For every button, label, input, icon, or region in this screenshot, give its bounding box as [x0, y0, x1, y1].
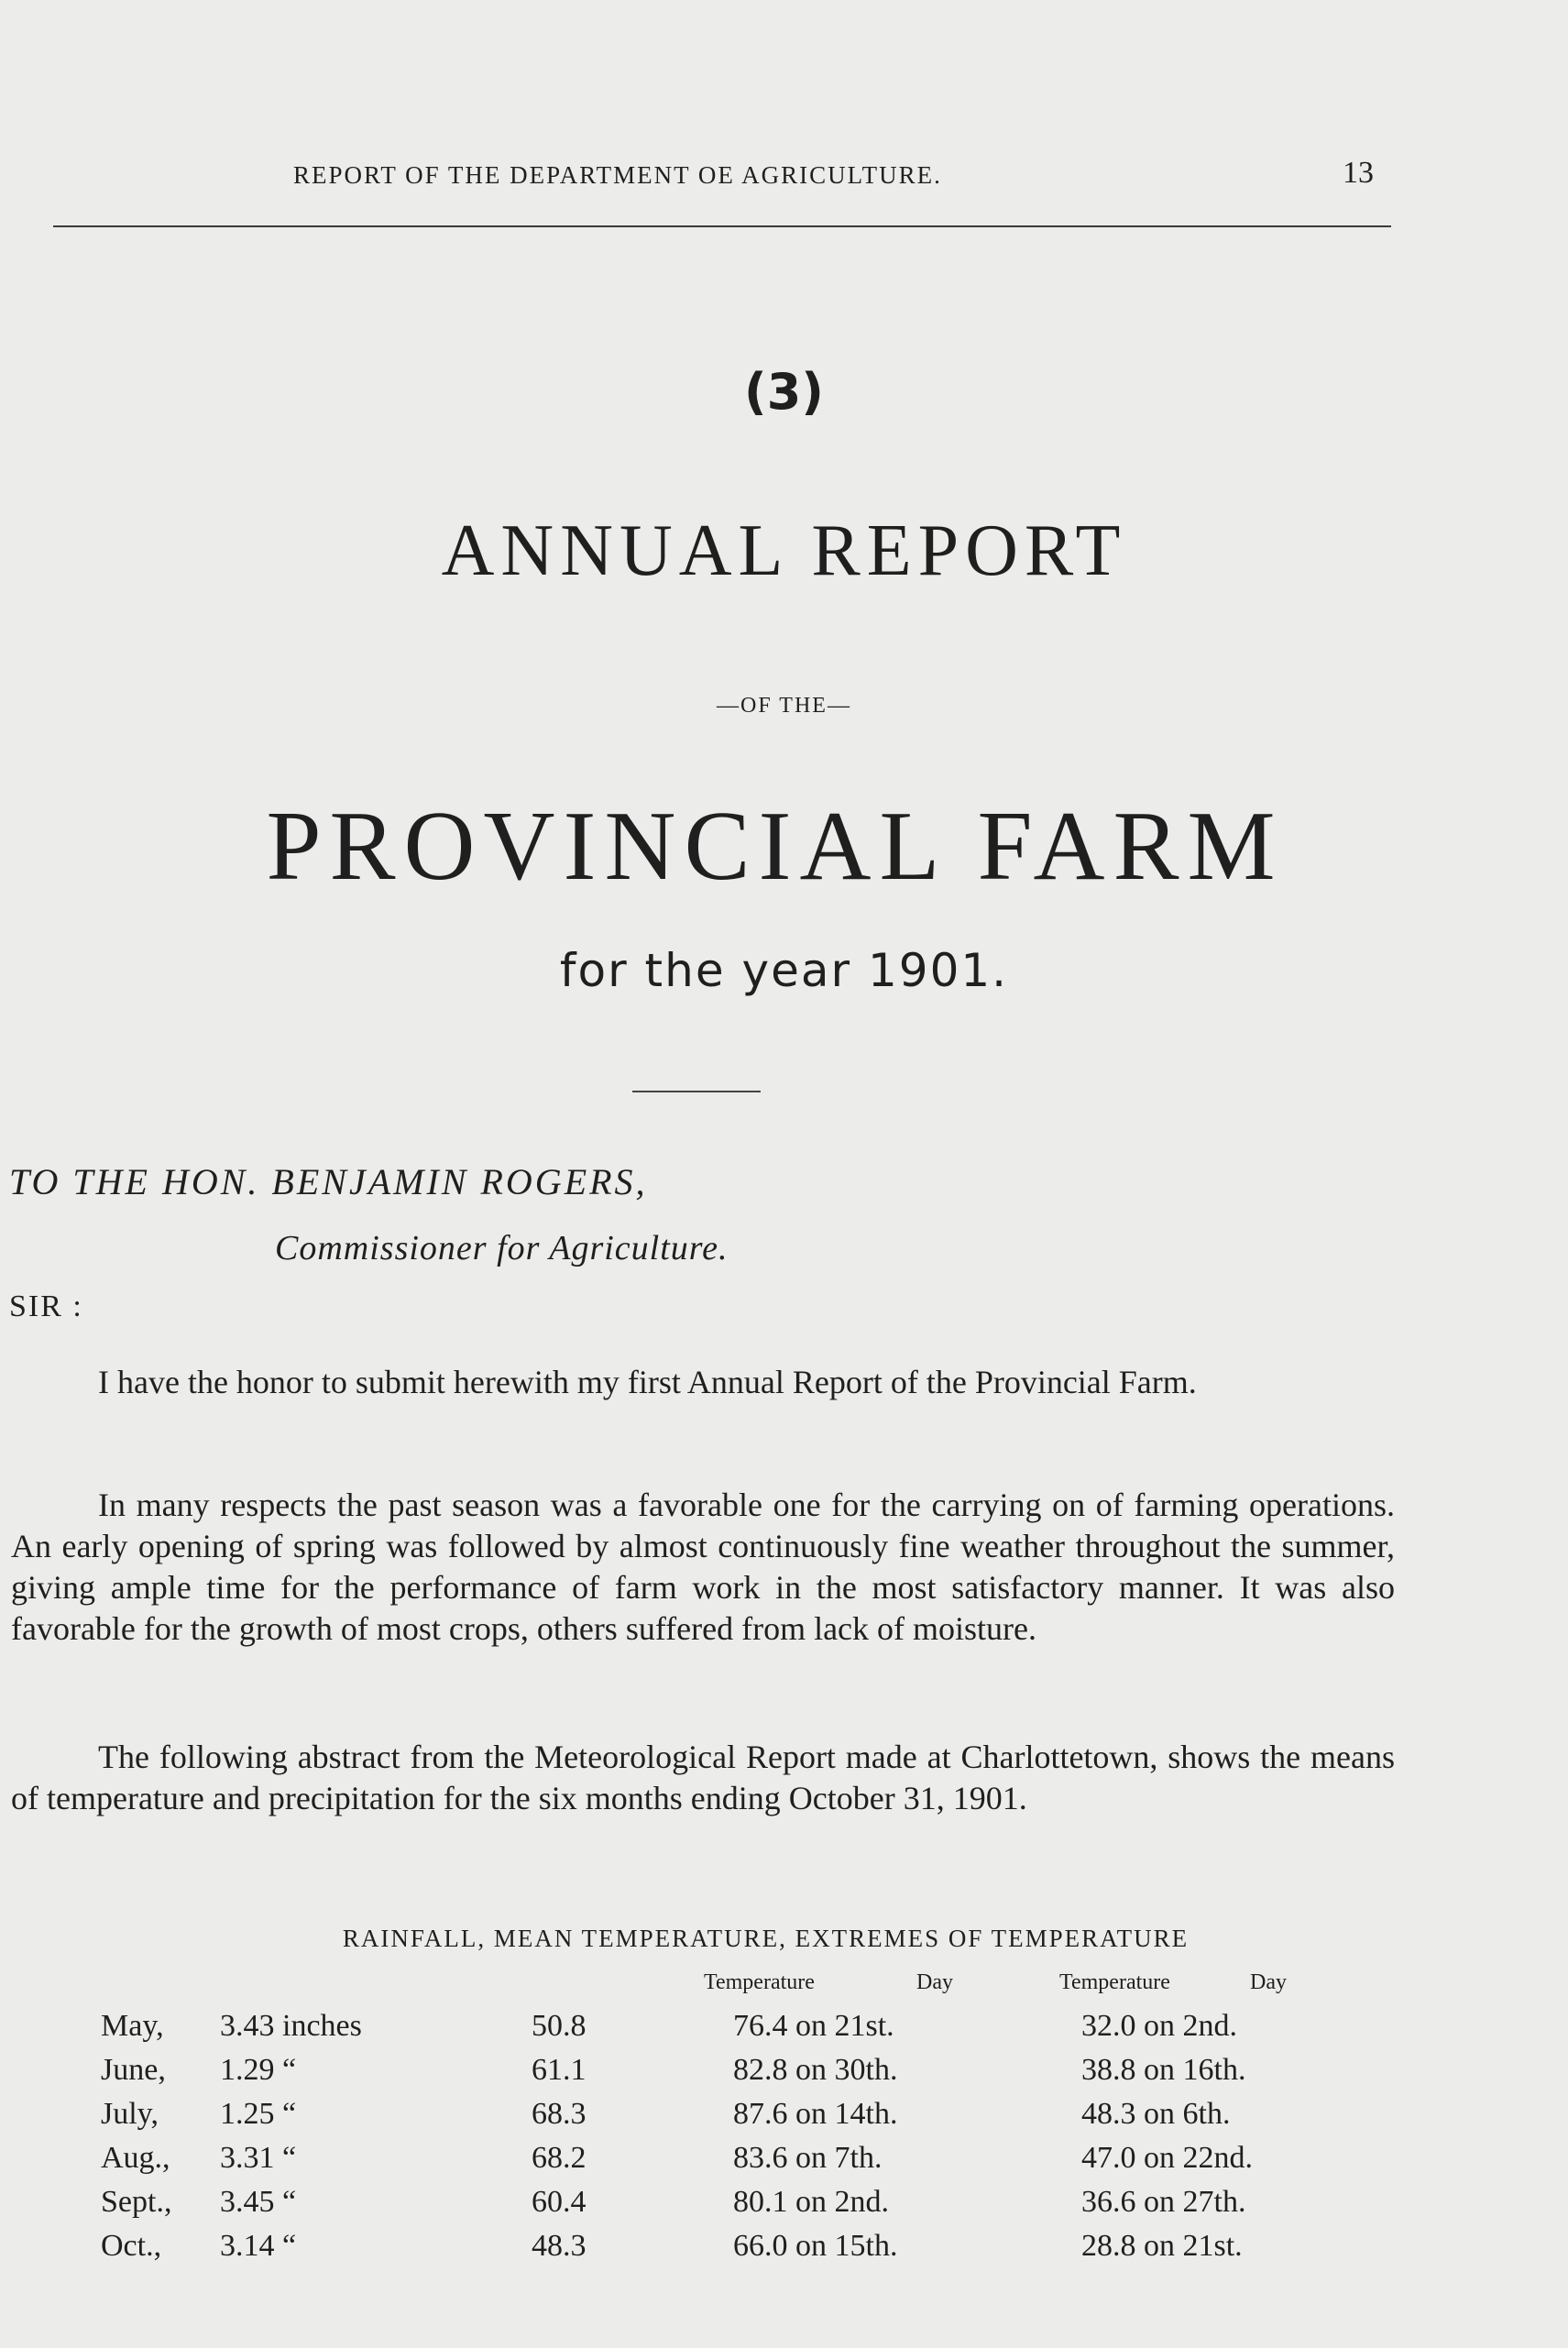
max-temperature-cell: 82.8 on 30th.: [733, 2053, 898, 2087]
salutation: SIR :: [9, 1289, 83, 1323]
max-temperature-cell: 83.6 on 7th.: [733, 2141, 883, 2175]
title-annual-report: ANNUAL REPORT: [441, 510, 1127, 591]
table-caption: RAINFALL, MEAN TEMPERATURE, EXTREMES OF TEMPERATURE: [342, 1925, 1190, 1952]
month-cell: June,: [101, 2053, 166, 2087]
min-temperature-cell: 32.0 on 2nd.: [1081, 2009, 1237, 2043]
paragraph-season: In many respects the past season was a favorable one for the carrying on of farming operations. An early opening of spring was followed by almost continuously fine weather throughout the summer, giving ample time for the performance of farm work in the most satisfactory manner. It was also favorable for the growth of most crops, others suffered from lack of moisture.: [11, 1487, 1395, 1647]
min-day-header: Day: [1250, 1970, 1287, 1994]
rainfall-cell: 1.29 “: [220, 2053, 297, 2087]
table-row: [0, 2141, 1568, 2185]
rainfall-cell: 3.43 inches: [220, 2009, 362, 2043]
month-cell: Sept.,: [101, 2185, 172, 2219]
mean-temperature-cell: 61.1: [532, 2053, 587, 2087]
rainfall-cell: 3.45 “: [220, 2185, 297, 2219]
page-number: 13: [1343, 156, 1374, 190]
max-temperature-cell: 66.0 on 15th.: [733, 2229, 898, 2263]
paragraph-intro: I have the honor to submit herewith my first Annual Report of the Provincial Farm.: [98, 1364, 1197, 1400]
table-row: [0, 2053, 1568, 2097]
mean-temperature-cell: 48.3: [532, 2229, 587, 2263]
title-provincial-farm: PROVINCIAL FARM: [266, 792, 1284, 901]
table-row: [0, 2229, 1568, 2273]
rainfall-cell: 3.14 “: [220, 2229, 297, 2263]
month-cell: July,: [101, 2097, 159, 2131]
max-day-header: Day: [916, 1970, 953, 1994]
addressee: TO THE HON. BENJAMIN ROGERS,: [9, 1161, 648, 1202]
title-divider: [632, 1091, 761, 1092]
month-cell: Oct.,: [101, 2229, 162, 2263]
running-title: REPORT OF THE DEPARTMENT OE AGRICULTURE.: [293, 161, 942, 189]
min-temperature-header: Temperature: [1059, 1970, 1170, 1994]
mean-temperature-cell: 68.3: [532, 2097, 587, 2131]
min-temperature-cell: 36.6 on 27th.: [1081, 2185, 1246, 2219]
min-temperature-cell: 38.8 on 16th.: [1081, 2053, 1246, 2087]
title-year: for the year 1901.: [559, 944, 1009, 997]
min-temperature-cell: 47.0 on 22nd.: [1081, 2141, 1253, 2175]
mean-temperature-cell: 60.4: [532, 2185, 587, 2219]
max-temperature-cell: 80.1 on 2nd.: [733, 2185, 889, 2219]
min-temperature-cell: 48.3 on 6th.: [1081, 2097, 1231, 2131]
max-temperature-cell: 87.6 on 14th.: [733, 2097, 898, 2131]
title-connector: —OF THE—: [717, 694, 851, 718]
section-number: (3): [744, 363, 824, 421]
addressee-title: Commissioner for Agriculture.: [275, 1229, 729, 1267]
paragraph-abstract: The following abstract from the Meteorological Report made at Charlottetown, shows the means of temperature and precipitation for the six months ending October 31, 1901.: [11, 1739, 1395, 1816]
mean-temperature-cell: 50.8: [532, 2009, 587, 2043]
table-row: [0, 2185, 1568, 2229]
running-head: [0, 156, 1568, 198]
max-temperature-cell: 76.4 on 21st.: [733, 2009, 894, 2043]
rainfall-cell: 3.31 “: [220, 2141, 297, 2175]
month-cell: May,: [101, 2009, 164, 2043]
min-temperature-cell: 28.8 on 21st.: [1081, 2229, 1243, 2263]
month-cell: Aug.,: [101, 2141, 170, 2175]
mean-temperature-cell: 68.2: [532, 2141, 587, 2175]
table-row: [0, 2009, 1568, 2053]
max-temperature-header: Temperature: [704, 1970, 815, 1994]
rainfall-cell: 1.25 “: [220, 2097, 297, 2131]
header-rule: [53, 225, 1391, 227]
table-row: [0, 2097, 1568, 2141]
